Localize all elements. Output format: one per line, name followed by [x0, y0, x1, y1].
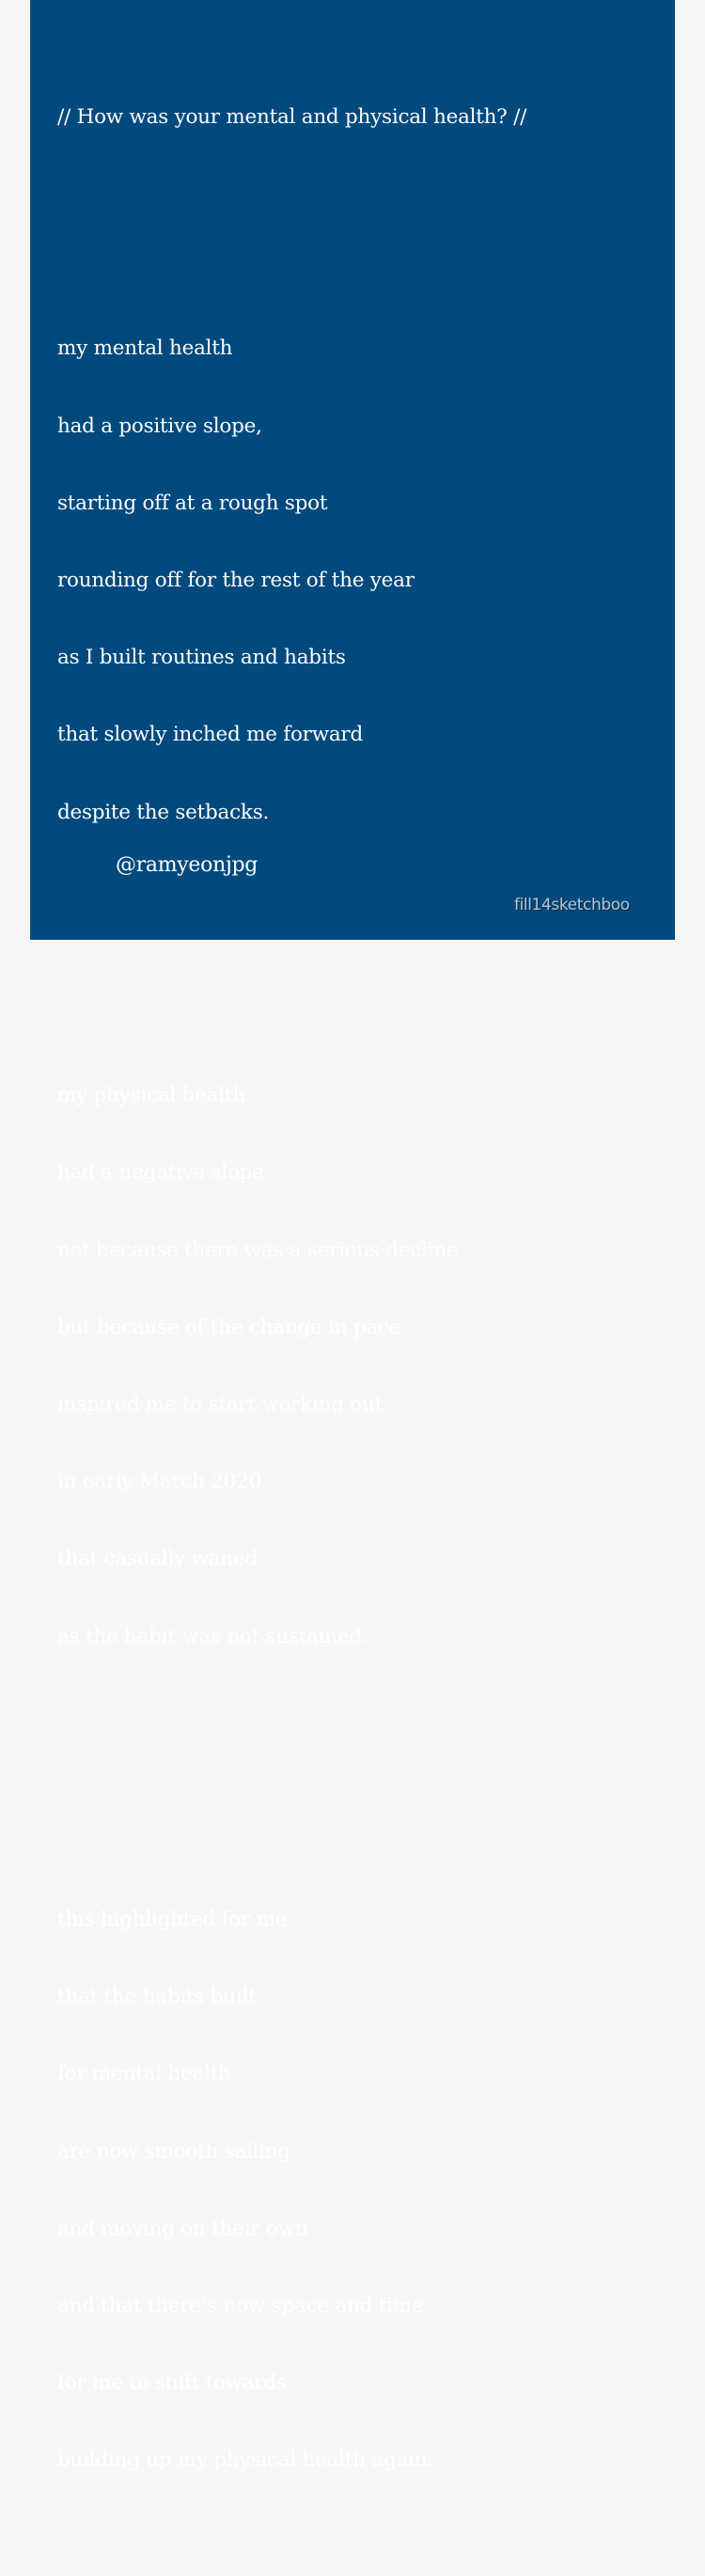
poem-line: rounding off for the rest of the year [57, 569, 415, 593]
poem-line: had a positive slope, [57, 414, 262, 438]
poem-line: this highlighted for me [57, 1907, 288, 1931]
poem-line: my physical health [57, 1084, 245, 1108]
poem-line: that slowly inched me forward [57, 723, 363, 747]
poem-line: as the habit was not sustained. [57, 1624, 368, 1648]
poem-line: as I built routines and habits [57, 646, 346, 670]
poem-line: are now smooth sailing [57, 2139, 290, 2163]
stanza-gap [57, 929, 526, 954]
poem-line: had a negative slope [57, 1161, 264, 1185]
poem-line: for mental health [57, 2062, 231, 2086]
poem-line: that casually waned [57, 1547, 258, 1571]
stanza-reflection [57, 1855, 526, 2524]
poem-line: and moving on their own [57, 2216, 308, 2240]
poem-text [57, 53, 526, 2576]
stanza-gap [57, 181, 526, 207]
poem-line: inspired me to start working out [57, 1392, 384, 1416]
poem-line: despite the setbacks. [57, 800, 270, 824]
poem-title: // How was your mental and physical health? // [57, 104, 527, 129]
poem-line: not because there was a serious decline [57, 1238, 459, 1262]
poem-line: that the habits built [57, 1985, 257, 2009]
author-handle: @ramyeonjpg [116, 853, 258, 877]
poem-line: in early March 2020 [57, 1470, 262, 1494]
poem-line: starting off at a rough spot [57, 491, 328, 515]
stanza-gap [57, 1753, 526, 1778]
stanza-mental-health [57, 285, 526, 877]
poem-line: and that there’s now space and time [57, 2293, 424, 2318]
poem-line: building up my physical health again. [57, 2448, 433, 2473]
poem-line: but because of the change in pace [57, 1315, 401, 1339]
poem-line: my mental health [57, 336, 233, 361]
poem-line: for me to shift towards [57, 2371, 287, 2396]
watermark: fill14sketchboo [514, 896, 630, 914]
stanza-physical-health [57, 1031, 526, 1700]
